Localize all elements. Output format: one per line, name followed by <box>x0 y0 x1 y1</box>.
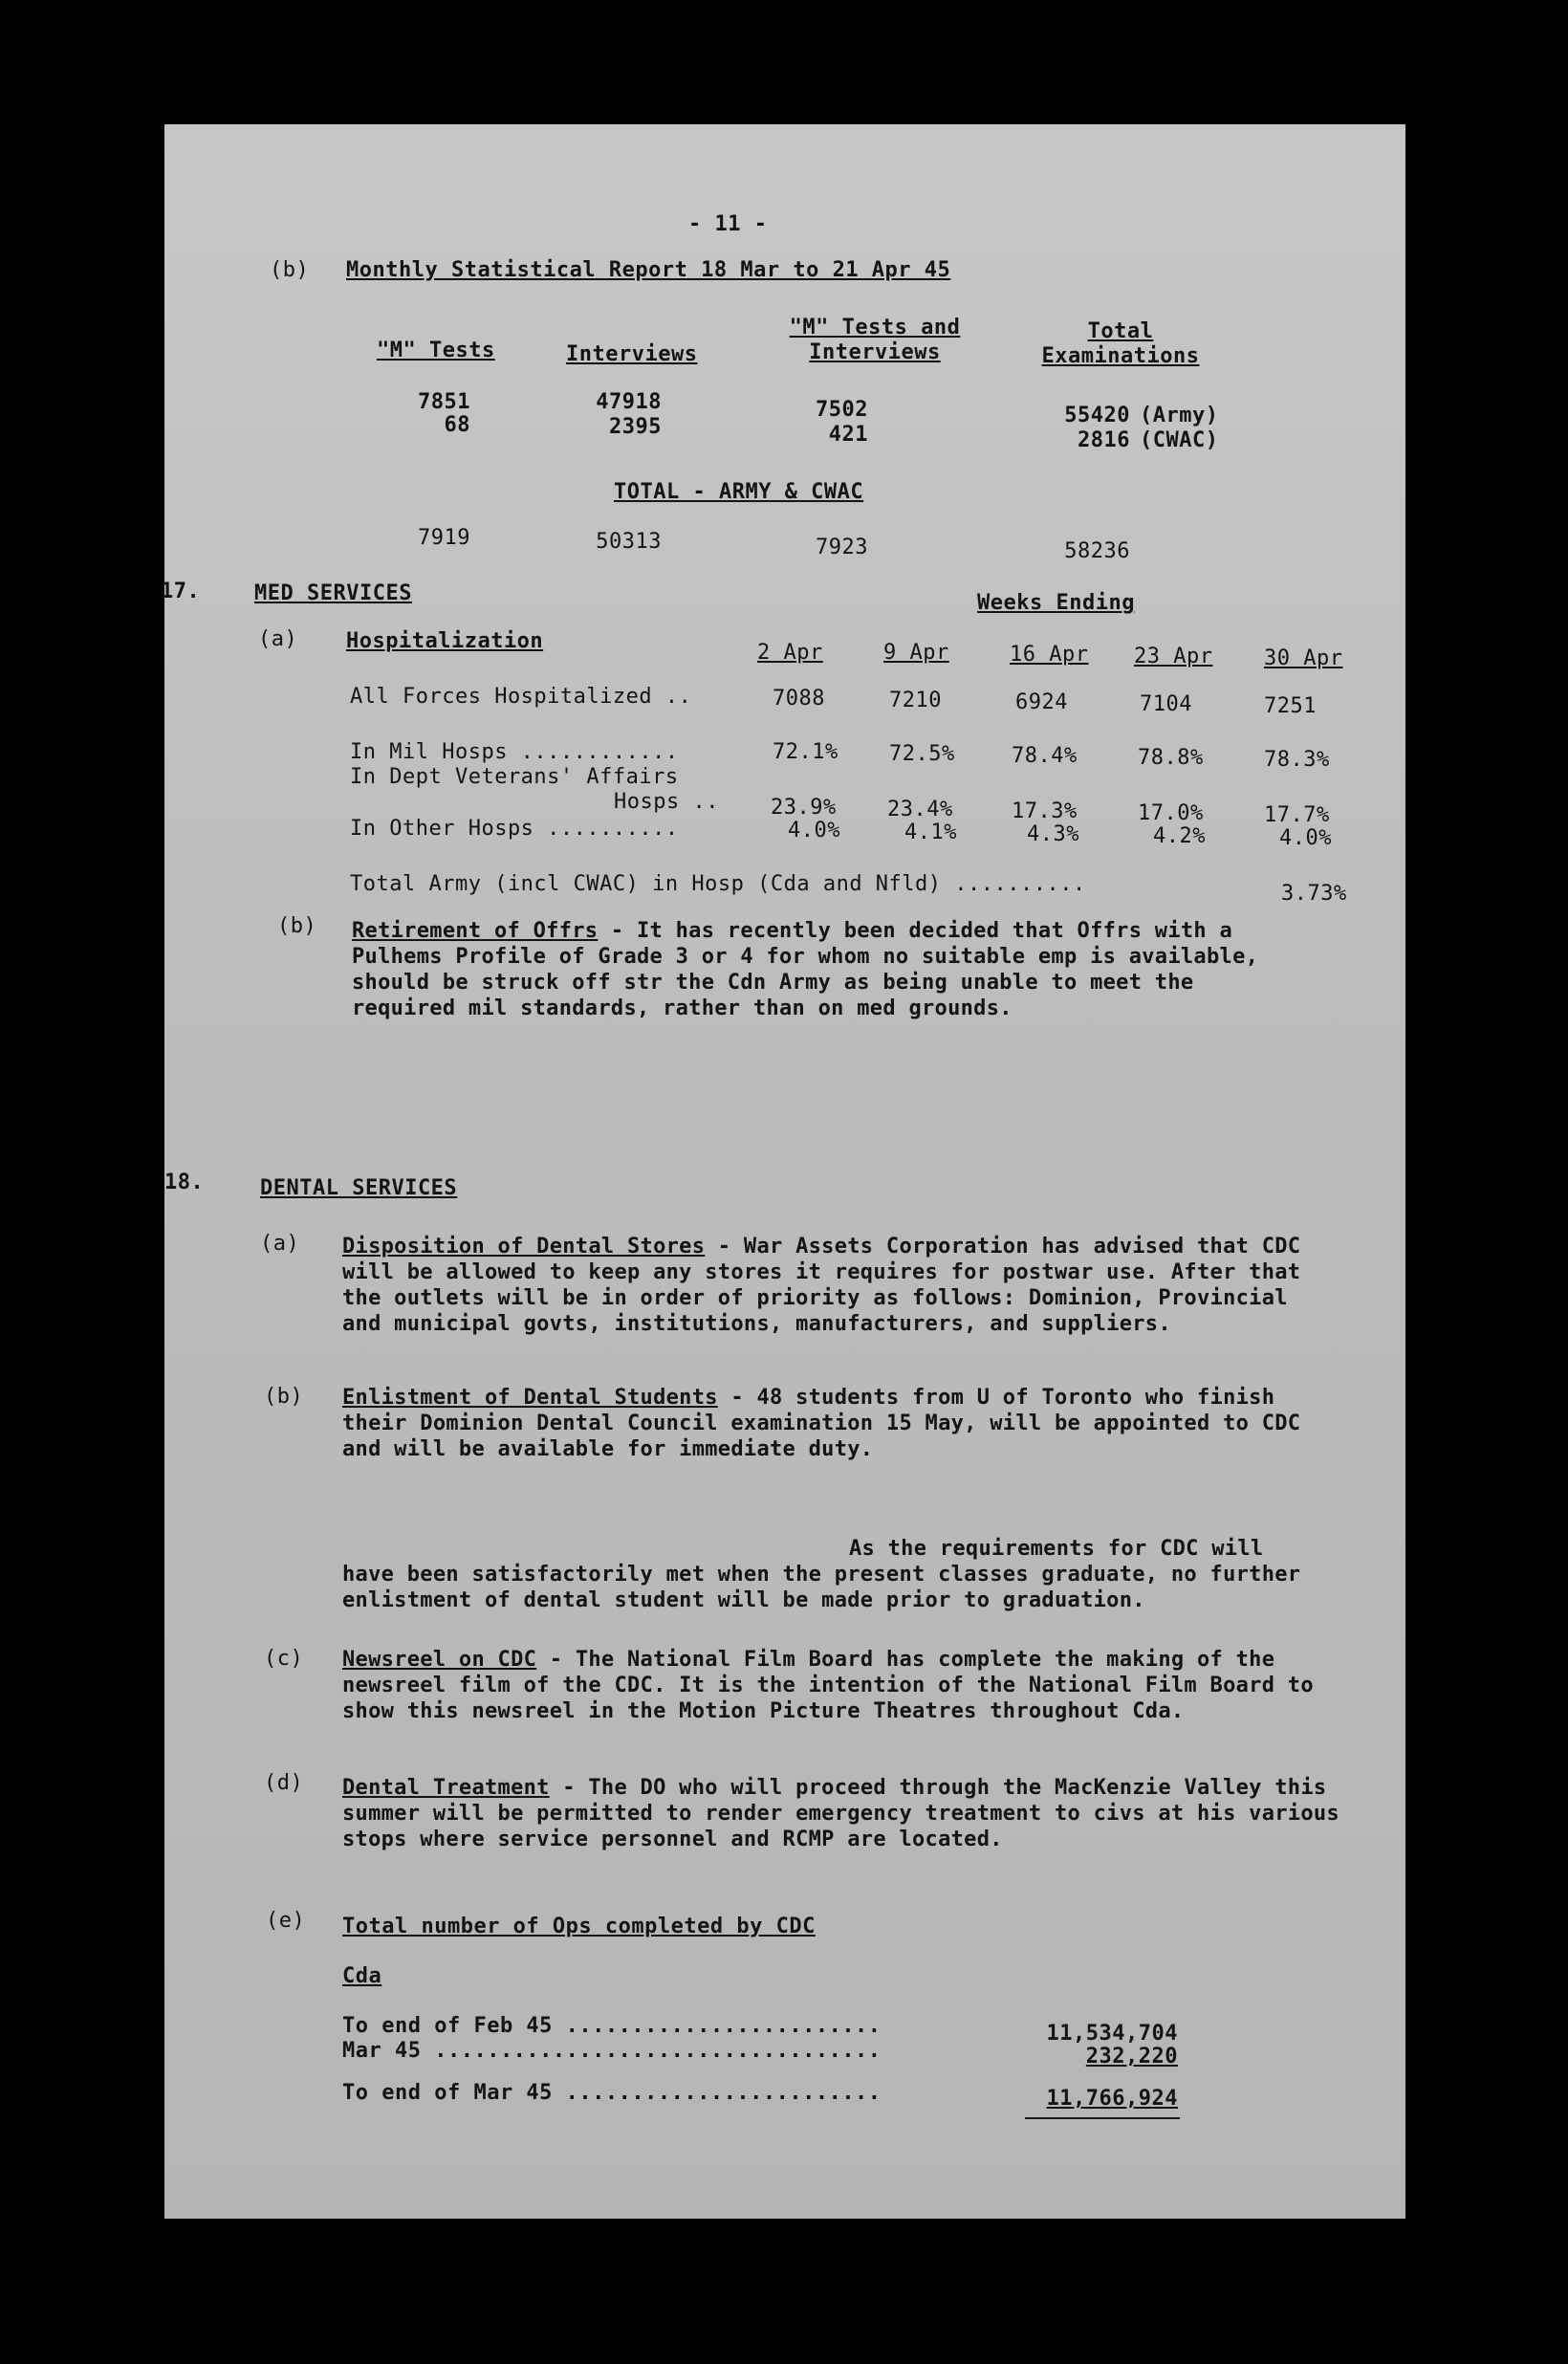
hospitalization-title: Hospitalization <box>346 629 544 653</box>
col-header-m-tests-interviews <box>765 316 985 365</box>
date-col-9-apr: 9 Apr <box>883 641 949 665</box>
punch-hole <box>122 212 159 249</box>
sec18-number: 18. <box>164 1171 205 1194</box>
totals-both: 7923 <box>816 536 868 559</box>
dental-treatment-title: Dental Treatment <box>342 1776 550 1800</box>
hosp-row-all-forces-v5: 7251 <box>1264 694 1317 718</box>
dental-stores-title: Disposition of Dental Stores <box>342 1235 706 1259</box>
retirement-text: - It has recently been decided that Offrs with a Pulhems Profile of Grade 3 or 4 for whom no suitable emp is available, should be struck off str the Cdn Army as being unable to meet the required mil standards, rather than on med grounds. <box>352 919 1259 1020</box>
hosp-row-other-label: In Other Hosps .......... <box>350 817 679 841</box>
page-number: - 11 - <box>688 212 768 236</box>
ops-row-total-value: 11,766,924 <box>1046 2087 1178 2111</box>
b-report-title: Monthly Statistical Report 18 Mar to 21 Apr 45 <box>346 258 951 282</box>
ops-total-double-underline <box>1025 2117 1180 2119</box>
dental-treatment-paragraph <box>342 1775 1346 1852</box>
col-header-interviews: Interviews <box>566 342 698 366</box>
dental-stores-text: - War Assets Corporation has advised that CDC will be allowed to keep any stores it requires for postwar use. After that the outlets will be in order of priority as follows: Dominion, Provincial and municipal govts, institutions, manufacturers, and suppliers. <box>342 1235 1301 1336</box>
hosp-row-other-v5: 4.0% <box>1279 826 1332 850</box>
retirement-title: Retirement of Offrs <box>352 919 599 943</box>
hosp-row-dva-label2: Hosps .. <box>614 790 719 814</box>
totals-total: 58236 <box>1064 539 1130 563</box>
hosp-row-dva-v5: 17.7% <box>1264 803 1330 827</box>
ops-row-feb-value: 11,534,704 <box>1046 2022 1178 2046</box>
hosp-total-line: Total Army (incl CWAC) in Hosp (Cda and Nfld) .......... <box>350 872 1086 896</box>
ops-row-feb-label: To end of Feb 45 ........................ <box>342 2014 882 2038</box>
col-header-m-tests-interviews-text: "M" Tests and Interviews <box>789 316 961 364</box>
hosp-row-all-forces-label: All Forces Hospitalized .. <box>350 685 692 709</box>
dental-stores-paragraph <box>342 1234 1337 1337</box>
enlistment-paragraph <box>342 1385 1327 1462</box>
ops-row-total-label: To end of Mar 45 ........................ <box>342 2081 882 2105</box>
date-col-23-apr: 23 Apr <box>1134 645 1213 668</box>
hosp-row-dva-v1: 23.9% <box>771 796 837 820</box>
report-row1-both: 7502 <box>816 398 868 422</box>
hosp-row-other-v1: 4.0% <box>788 819 840 843</box>
hosp-row-mil-v5: 78.3% <box>1264 748 1330 772</box>
totals-interviews: 50313 <box>596 530 662 554</box>
report-row2-interviews: 2395 <box>609 415 662 439</box>
b-report-marker: (b) <box>270 258 310 282</box>
date-col-16-apr: 16 Apr <box>1010 643 1089 667</box>
document-page <box>161 124 1405 2219</box>
col-header-total-examinations-text: Total Examinations <box>1041 319 1200 368</box>
ops-row-mar-value: 232,220 <box>1085 2045 1178 2068</box>
col-header-total-examinations <box>1025 319 1216 369</box>
total-ops-title: Total number of Ops completed by CDC <box>342 1915 816 1938</box>
enlistment-title: Enlistment of Dental Students <box>342 1386 718 1410</box>
sec18-c-marker: (c) <box>264 1647 304 1671</box>
enlistment-text: - 48 students from U of Toronto who finish their Dominion Dental Council examination 15 May, will be appointed to CDC and will be available for immediate duty. <box>342 1386 1301 1461</box>
enlistment-paragraph-2: As the requirements for CDC will have been satisfactorily met when the present classes graduate, no further enlistment of dental student will be made prior to graduation. <box>342 1537 1301 1612</box>
sec18-d-marker: (d) <box>264 1771 304 1795</box>
dental-treatment-text: - The DO who will proceed through the MacKenzie Valley this summer will be permitted to render emergency treatment to civs at his various stops where service personnel and RCMP are located. <box>342 1776 1339 1851</box>
retirement-paragraph <box>352 918 1298 1021</box>
report-row1-interviews: 47918 <box>596 390 662 414</box>
hosp-row-dva-v3: 17.3% <box>1012 799 1078 823</box>
report-row2-m-tests: 68 <box>444 413 470 437</box>
report-row2-total: 2816 <box>1078 428 1130 452</box>
col-header-m-tests: "M" Tests <box>377 339 495 362</box>
hosp-row-mil-v4: 78.8% <box>1138 746 1204 770</box>
newsreel-text: - The National Film Board has complete the making of the newsreel film of the CDC. It is the intention of the National Film Board to show this newsreel in the Motion Picture Theatres throughout Cda. <box>342 1648 1314 1723</box>
newsreel-title: Newsreel on CDC <box>342 1648 537 1672</box>
hosp-row-all-forces-v3: 6924 <box>1015 690 1068 714</box>
report-row2-who: (CWAC) <box>1140 428 1219 452</box>
sec17-heading: MED SERVICES <box>254 581 412 605</box>
report-row2-both: 421 <box>828 423 868 447</box>
newsreel-paragraph <box>342 1647 1327 1724</box>
hosp-row-other-v2: 4.1% <box>904 821 957 844</box>
report-row1-total: 55420 <box>1064 404 1130 427</box>
date-col-30-apr: 30 Apr <box>1264 646 1343 670</box>
hosp-row-mil-v1: 72.1% <box>773 740 838 764</box>
hosp-row-dva-v4: 17.0% <box>1138 801 1204 825</box>
sec18-heading: DENTAL SERVICES <box>260 1176 458 1200</box>
hosp-row-mil-v3: 78.4% <box>1012 744 1078 768</box>
totals-m-tests: 7919 <box>418 526 470 550</box>
hosp-row-mil-v2: 72.5% <box>889 742 955 766</box>
hosp-row-all-forces-v4: 7104 <box>1140 692 1192 716</box>
hosp-row-dva-v2: 23.4% <box>887 798 953 821</box>
total-army-cwac-heading: TOTAL - ARMY & CWAC <box>614 480 864 504</box>
hosp-row-all-forces-v1: 7088 <box>773 687 825 711</box>
hosp-total-value: 3.73% <box>1281 882 1347 906</box>
hosp-row-dva-label: In Dept Veterans' Affairs <box>350 765 679 789</box>
report-row1-who: (Army) <box>1140 404 1219 427</box>
weeks-ending-label: Weeks Ending <box>977 591 1135 615</box>
sec18-a-marker: (a) <box>260 1232 300 1256</box>
sec17-a-marker: (a) <box>258 627 298 651</box>
report-row1-m-tests: 7851 <box>418 390 470 414</box>
hosp-row-mil-label: In Mil Hosps ............ <box>350 740 679 764</box>
sec18-b-marker: (b) <box>264 1385 304 1409</box>
total-ops-cda: Cda <box>342 1964 382 1988</box>
sec18-e-marker: (e) <box>266 1909 306 1933</box>
date-col-2-apr: 2 Apr <box>757 641 823 665</box>
sec17-b-marker: (b) <box>277 914 317 938</box>
sec17-number: 17. <box>161 580 201 603</box>
hosp-row-other-v4: 4.2% <box>1153 824 1206 848</box>
hosp-row-all-forces-v2: 7210 <box>889 689 942 712</box>
ops-row-mar-label: Mar 45 .................................. <box>342 2039 882 2063</box>
hosp-row-other-v3: 4.3% <box>1027 822 1079 846</box>
